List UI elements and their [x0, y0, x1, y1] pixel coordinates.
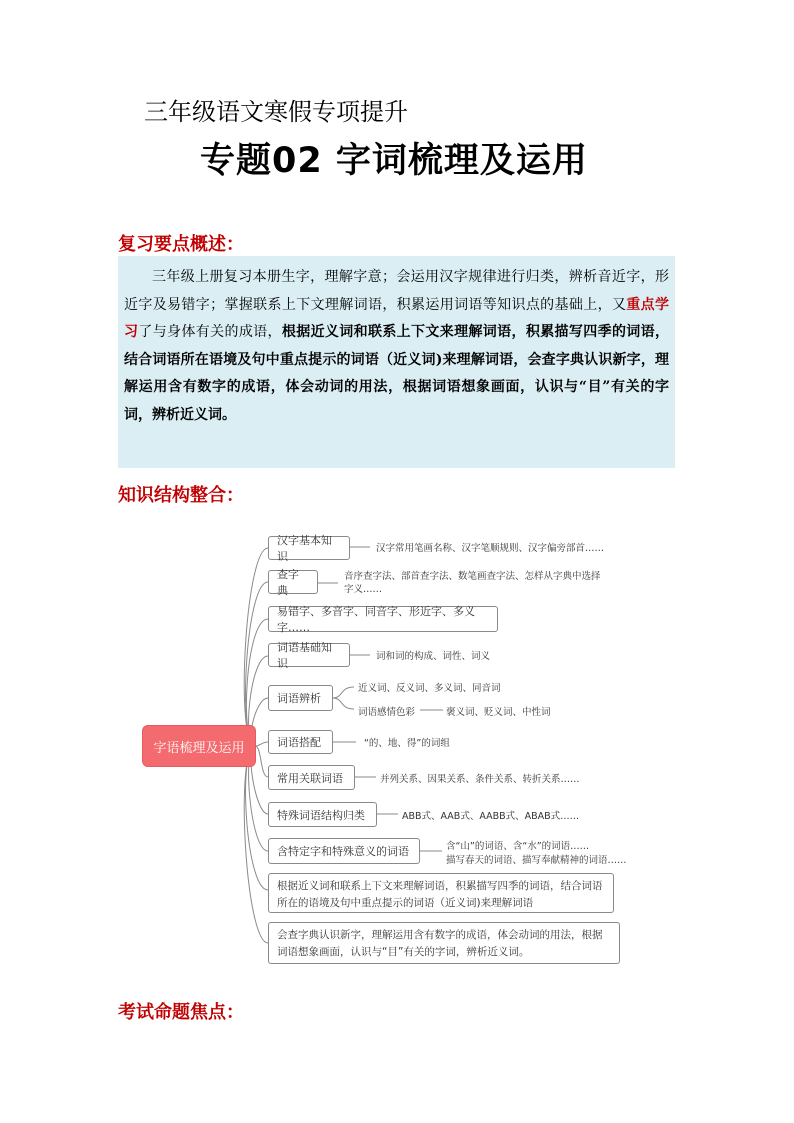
mind-map-node: 词语搭配	[268, 730, 333, 754]
mind-map-node: 根据近义词和联系上下文来理解词语，积累描写四季的词语，结合词语所在的语境及句中重点提示的词语（近义词)来理解词语	[268, 873, 614, 913]
page-subtitle: 三年级语文寒假专项提升	[144, 98, 408, 126]
mind-map-leaf: 近义词、反义词、多义词、同音词	[358, 683, 501, 694]
mind-map-node: 汉字基本知识	[268, 536, 350, 560]
mind-map-node: 常用关联词语	[268, 765, 355, 790]
section-heading-structure: 知识结构整合：	[118, 485, 244, 506]
summary-text-3: 根据近义词和联系上下文来理解词语，积累描写四季的词语，结合词语所在语境及句中重点提示的词语（近义词)来理解词语，会查字典认识新字，理解运用含有数字的成语，体会动词的用法，根据词语想象画面，认识与“目”有关的字词，辨析近义词。	[124, 324, 670, 423]
section-heading-review: 复习要点概述：	[118, 234, 244, 255]
mind-map-leaf: 词语感情色彩	[358, 707, 416, 718]
section-heading-exam: 考试命题焦点：	[118, 1002, 244, 1023]
mind-map-node: 会查字典认识新字，理解运用含有数字的成语，体会动词的用法，根据词语想象画面，认识与“目”有关的字词，辨析近义词。	[268, 922, 620, 964]
mind-map-node: 含特定字和特殊意义的词语	[268, 838, 420, 864]
mind-map-leaf: 含“山”的词语、含“水”的词语……	[446, 841, 590, 852]
mind-map-node: 词语辨析	[268, 685, 333, 711]
mind-map-leaf: 褒义词、贬义词、中性词	[446, 707, 551, 718]
mind-map-node: 易错字、多音字、同音字、形近字、多义字……	[268, 606, 498, 632]
mind-map-node: 词语基础知识	[268, 643, 350, 667]
mind-map-leaf: 词和词的构成、词性、词义	[376, 651, 491, 662]
page-title: 专题02 字词梳理及运用	[200, 141, 588, 181]
mind-map-leaf: ABB式、AAB式、AABB式、ABAB式……	[402, 811, 580, 822]
mind-map-node: 特殊词语结构归类	[268, 802, 377, 827]
summary-text-2: 了与身体有关的成语，	[138, 324, 282, 340]
mind-map-node: 查字典	[268, 570, 318, 594]
mind-map-leaf: “的、地、得”的词组	[364, 738, 450, 749]
summary-text-1: 三年级上册复习本册生字，理解字意；会运用汉字规律进行归类，辨析音近字，形近字及易错字；掌握联系上下文理解词语，积累运用词语等知识点的基础上，又	[124, 269, 669, 313]
mind-map-leaf: 音序查字法、部首查字法、数笔画查字法、怎样从字典中选择字义……	[344, 571, 601, 595]
mind-map-leaf: 并列关系、因果关系、条件关系、转折关系……	[380, 774, 580, 785]
mind-map-leaf: 描写春天的词语、描写奉献精神的词语……	[446, 855, 627, 866]
mind-map-leaf: 汉字常用笔画名称、汉字笔顺规则、汉字偏旁部首……	[376, 543, 605, 554]
summary-highlight: 重点学习	[124, 296, 669, 340]
mind-map-root: 字语梳理及运用	[143, 726, 255, 766]
